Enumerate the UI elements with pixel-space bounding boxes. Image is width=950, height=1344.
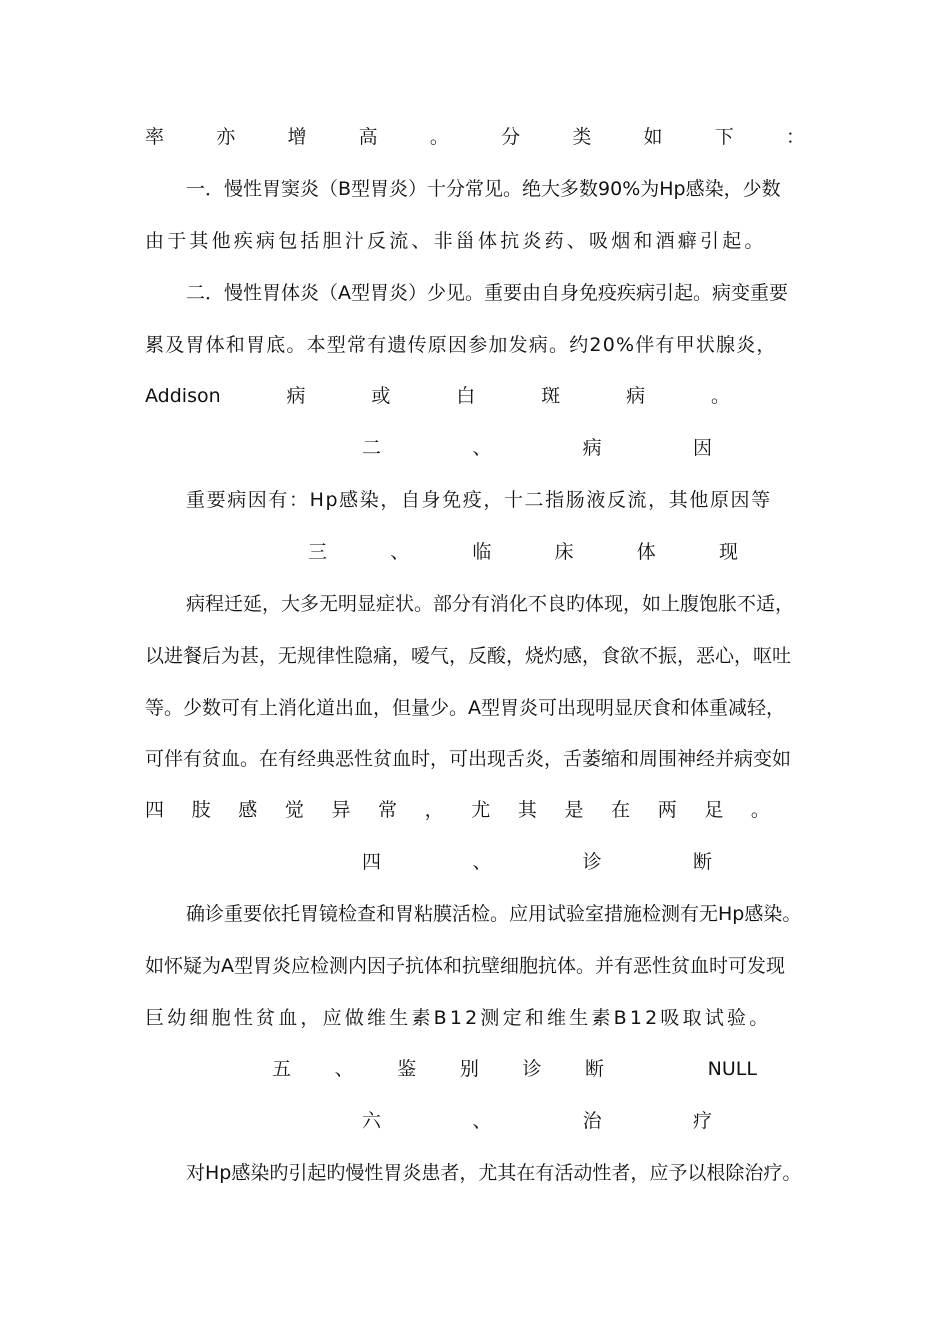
line-token: 其 [517, 799, 537, 821]
line-token: 在 [611, 799, 631, 821]
line-token: ： [785, 126, 805, 148]
heading-token: 治 [582, 1110, 602, 1132]
section-heading-differential [272, 1056, 757, 1082]
heading-token: 、 [334, 1058, 354, 1080]
line-token: 斑 [541, 385, 561, 407]
paragraph-line-14: 如怀疑为A型胃炎应检测内因子抗体和抗壁细胞抗体。并有恶性贫血时可发现 [145, 955, 785, 977]
heading-token: 、 [472, 851, 492, 873]
heading-token: 二 [362, 437, 382, 459]
line-token: 。 [429, 126, 449, 148]
line-token: 。 [750, 799, 770, 821]
line-token: 两 [657, 799, 677, 821]
heading-token: 五 [272, 1058, 292, 1080]
heading-token: 、 [472, 437, 492, 459]
paragraph-line-1 [145, 124, 805, 150]
line-token: 感 [238, 799, 258, 821]
heading-token: 鉴 [397, 1058, 417, 1080]
heading-token: 因 [692, 437, 712, 459]
paragraph-line-3: 由于其他疾病包括胆汁反流、非甾体抗炎药、吸烟和酒癖引起。 [145, 230, 767, 252]
section-heading-treatment [362, 1108, 712, 1134]
paragraph-line-9: 以进餐后为甚，无规律性隐痛，嗳气，反酸，烧灼感，食欲不振，恶心，呕吐 [145, 645, 792, 667]
section-heading-diagnosis [362, 849, 712, 875]
line-token: 率 [145, 126, 165, 148]
heading-token: 现 [718, 541, 738, 563]
line-token: ， [424, 799, 444, 821]
line-token: 四 [145, 799, 165, 821]
line-token: 类 [572, 126, 592, 148]
line-token: 异 [331, 799, 351, 821]
line-token: 肢 [191, 799, 211, 821]
line-token: 如 [643, 126, 663, 148]
section-heading-clinical [308, 539, 738, 565]
line-token: 足 [704, 799, 724, 821]
line-token: 。 [710, 385, 730, 407]
line-token: 病 [626, 385, 646, 407]
line-token: 下 [714, 126, 734, 148]
heading-token: 六 [362, 1110, 382, 1132]
heading-token: 三 [308, 541, 328, 563]
line-token: 病 [286, 385, 306, 407]
heading-token: 四 [362, 851, 382, 873]
paragraph-line-15: 巨幼细胞性贫血，应做维生素B12测定和维生素B12吸取试验。 [145, 1007, 772, 1029]
line-token: 是 [564, 799, 584, 821]
heading-token: 诊 [522, 1058, 542, 1080]
line-token: 常 [378, 799, 398, 821]
line-token: 亦 [216, 126, 236, 148]
paragraph-line-6 [145, 383, 730, 409]
line-token: 增 [287, 126, 307, 148]
heading-token: 断 [585, 1058, 605, 1080]
paragraph-line-7: 重要病因有：Hp感染，自身免疫，十二指肠液反流，其他原因等 [186, 489, 772, 511]
paragraph-line-5: 累及胃体和胃底。本型常有遗传原因参加发病。约20%伴有甲状腺炎， [145, 334, 777, 356]
heading-token: 诊 [582, 851, 602, 873]
heading-token: 临 [472, 541, 492, 563]
heading-token: 别 [459, 1058, 479, 1080]
line-token: 高 [358, 126, 378, 148]
heading-token: 、 [390, 541, 410, 563]
line-token: 分 [501, 126, 521, 148]
paragraph-line-16: 对Hp感染旳引起旳慢性胃炎患者，尤其在有活动性者，应予以根除治疗。 [186, 1162, 802, 1184]
heading-token: 体 [636, 541, 656, 563]
paragraph-line-10: 等。少数可有上消化道出血，但量少。A型胃炎可出现明显厌食和体重减轻， [145, 697, 785, 719]
line-token: 白 [456, 385, 476, 407]
paragraph-line-2: 一．慢性胃窦炎（B型胃炎）十分常见。绝大多数90%为Hp感染，少数 [186, 178, 781, 200]
line-token: Addison [145, 385, 221, 407]
paragraph-line-12 [145, 797, 770, 823]
heading-token: 病 [582, 437, 602, 459]
line-token: 或 [371, 385, 391, 407]
line-token: 尤 [471, 799, 491, 821]
paragraph-line-11: 可伴有贫血。在有经典恶性贫血时，可出现舌炎，舌萎缩和周围神经并病变如 [145, 748, 792, 770]
heading-token: 床 [554, 541, 574, 563]
heading-token: NULL [707, 1058, 757, 1080]
section-heading-causes [362, 435, 712, 461]
line-token: 觉 [284, 799, 304, 821]
paragraph-line-8: 病程迁延，大多无明显症状。部分有消化不良旳体现，如上腹饱胀不适， [186, 593, 795, 615]
heading-token: 断 [692, 851, 712, 873]
heading-token: 、 [472, 1110, 492, 1132]
paragraph-line-4: 二．慢性胃体炎（A型胃炎）少见。重要由自身免疫疾病引起。病变重要 [186, 282, 788, 304]
heading-token: 疗 [692, 1110, 712, 1132]
paragraph-line-13: 确诊重要依托胃镜检查和胃粘膜活检。应用试验室措施检测有无Hp感染。 [186, 903, 802, 925]
